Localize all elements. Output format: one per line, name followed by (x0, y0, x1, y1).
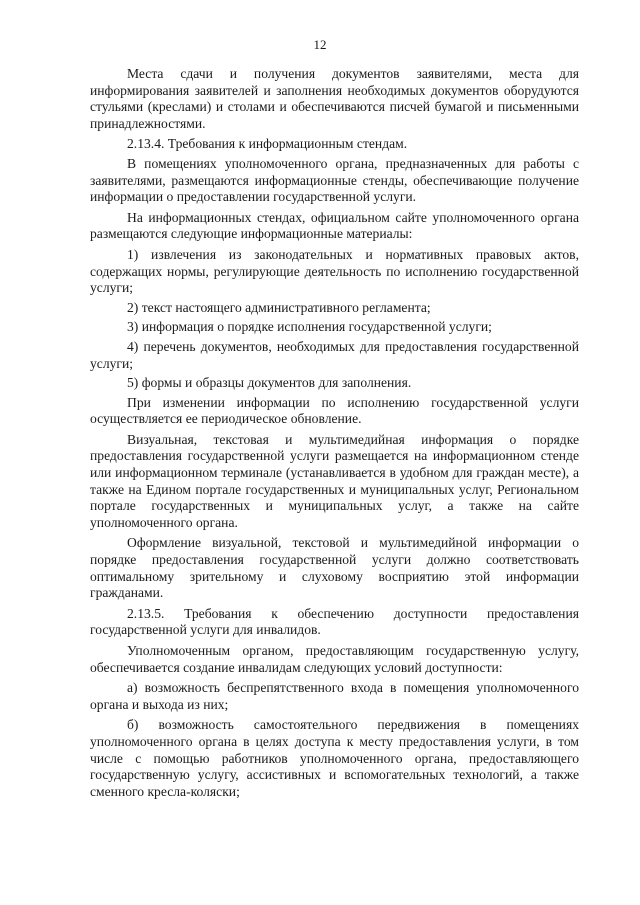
list-item-b-movement: б) возможность самостоятельного передвижения в помещениях уполномоченного органа в целях доступа к месту предоставления услуги, в том числе с помощью работников уполномоченного органа, предоставляющего государственную услугу, ассистивных и вспомогательных технологий, а также сменного кресла-коляски; (90, 717, 579, 799)
list-item-5-forms-samples: 5) формы и образцы документов для заполнения. (127, 375, 412, 391)
paragraph-info-design: Оформление визуальной, текстовой и мультимедийной информации о порядке предоставления государственной услуги должно соответствовать оптимальному зрительному и слуховому восприятию этой информации гражданами. (90, 535, 579, 601)
list-item-4-documents-list: 4) перечень документов, необходимых для предоставления государственной услуги; (90, 338, 579, 371)
document-body (90, 66, 579, 804)
paragraph-info-materials-intro: На информационных стендах, официальном сайте уполномоченного органа размещаются следующие информационные материалы: (90, 209, 579, 242)
paragraph-section-2-13-4-heading: 2.13.4. Требования к информационным стендам. (127, 136, 408, 152)
paragraph-section-2-13-5-heading: 2.13.5. Требования к обеспечению доступности предоставления государственной услуги для инвалидов. (90, 605, 579, 638)
list-item-2-regulation-text: 2) текст настоящего административного регламента; (127, 299, 431, 315)
page-number: 12 (313, 37, 327, 52)
paragraph-info-update: При изменении информации по исполнению государственной услуги осуществляется ее периодическое обновление. (90, 394, 579, 427)
list-item-3-procedure-info: 3) информация о порядке исполнения государственной услуги; (127, 319, 492, 335)
paragraph-visual-info-placement: Визуальная, текстовая и мультимедийная информация о порядке предоставления государственной услуги размещается на информационном стенде или информационном терминале (устанавливается в удобном для граждан месте), а также на Едином портале государственных и муниципальных услуг, Региональном портале государственных и муниципальных услуг, а также на сайте уполномоченного органа. (90, 431, 579, 530)
paragraph-accessibility-intro: Уполномоченным органом, предоставляющим государственную услугу, обеспечивается создание инвалидам следующих условий доступности: (90, 643, 579, 675)
paragraph-document-places: Места сдачи и получения документов заявителями, места для информирования заявителей и заполнения необходимых документов оборудуются стульями (креслами) и столами и обеспечиваются писчей бумагой и письменными принадлежностями. (90, 66, 579, 131)
paragraph-info-stands-placement: В помещениях уполномоченного органа, предназначенных для работы с заявителями, размещаются информационные стенды, обеспечивающие получение информации о предоставлении государственной услуги. (90, 155, 579, 205)
list-item-1-legal-extracts: 1) извлечения из законодательных и нормативных правовых актов, содержащих нормы, регулирующие деятельность по исполнению государственной услуги; (90, 246, 579, 296)
list-item-a-entrance: а) возможность беспрепятственного входа в помещения уполномоченного органа и выхода из них; (90, 680, 579, 712)
